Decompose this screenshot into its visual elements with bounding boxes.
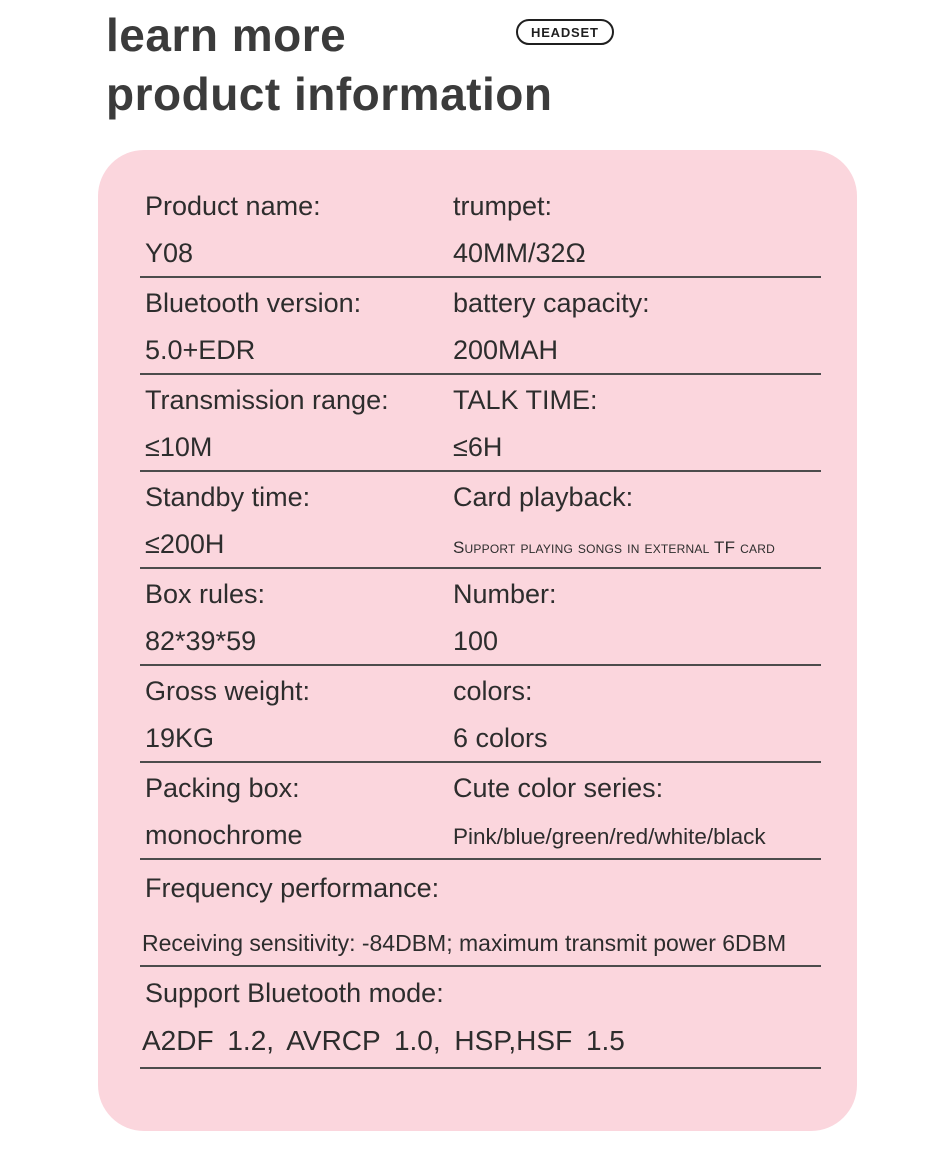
page-header [106,6,552,124]
spec-value: 82*39*59 [145,626,257,656]
spec-row-bluetooth-version [140,278,821,375]
spec-row-box-rules [140,569,821,666]
spec-row-standby-time [140,472,821,569]
spec-value: monochrome [145,820,303,850]
spec-label: TALK TIME: [453,385,598,415]
spec-label: Frequency performance: [145,873,440,903]
spec-value: ≤200H [145,529,225,559]
spec-label: trumpet: [453,191,553,221]
spec-value: 5.0+EDR [145,335,256,365]
spec-value: 6 colors [453,723,548,753]
headset-badge: HEADSET [516,19,614,45]
spec-value: ≤6H [453,432,503,462]
spec-label: Number: [453,579,557,609]
spec-row-product-name [140,164,821,278]
spec-row-frequency-performance [140,860,821,967]
spec-value: Support playing songs in external TF card [453,538,775,557]
spec-label: Standby time: [145,482,311,512]
spec-label: Transmission range: [145,385,389,415]
spec-row-bluetooth-mode [140,967,821,1069]
spec-row-transmission-range [140,375,821,472]
spec-label: Packing box: [145,773,300,803]
spec-label: Gross weight: [145,676,311,706]
spec-value: ≤10M [145,432,213,462]
spec-label: Product name: [145,191,321,221]
spec-label: Support Bluetooth mode: [145,978,444,1008]
spec-label: Bluetooth version: [145,288,362,318]
page-title-line1: learn more [106,9,347,61]
spec-label: Cute color series: [453,773,664,803]
spec-label: colors: [453,676,533,706]
spec-value: Pink/blue/green/red/white/black [453,824,766,849]
spec-label: battery capacity: [453,288,650,318]
page-title-line2: product information [106,68,553,120]
spec-row-gross-weight [140,666,821,763]
spec-value: 100 [453,626,499,656]
spec-row-packing-box [140,763,821,860]
spec-label: Box rules: [145,579,266,609]
spec-card [98,150,857,1131]
spec-value: 19KG [145,723,215,753]
spec-value: Y08 [145,238,194,268]
spec-label: Card playback: [453,482,634,512]
spec-value: 200MAH [453,335,559,365]
spec-value: A2DF 1.2, AVRCP 1.0, HSP,HSF 1.5 [142,1025,625,1056]
spec-value: 40MM/32Ω [453,238,586,268]
spec-value: Receiving sensitivity: -84DBM; maximum transmit power 6DBM [142,930,787,956]
